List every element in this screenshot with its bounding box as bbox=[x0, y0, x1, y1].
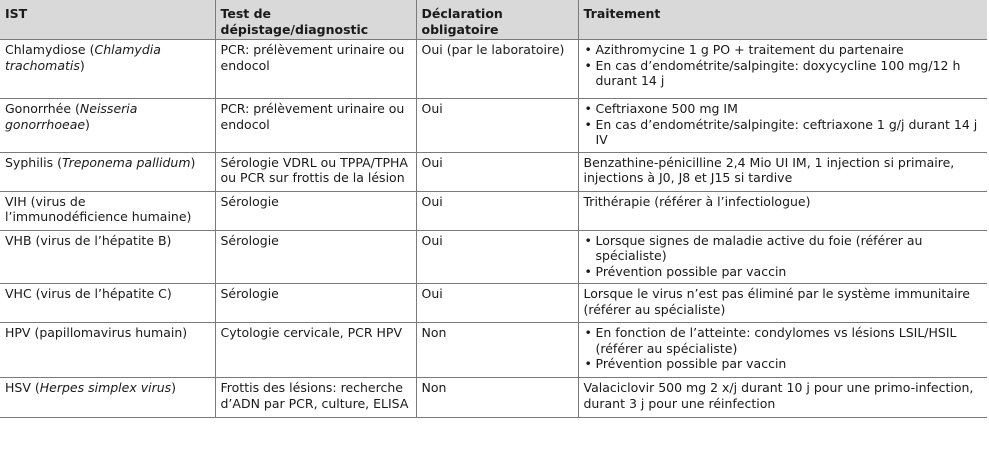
cell-treatment bbox=[578, 323, 987, 378]
cell-declaration: Non bbox=[416, 323, 578, 378]
cell-declaration: Oui bbox=[416, 191, 578, 230]
ist-latin-name: Treponema pallidum bbox=[61, 154, 191, 170]
cell-declaration: Oui bbox=[416, 152, 578, 191]
header-treatment: Traitement bbox=[578, 1, 987, 40]
cell-test: Frottis des lésions: recherche d’ADN par PCR, culture, ELISA bbox=[215, 378, 416, 418]
cell-test: PCR: prélèvement urinaire ou endocol bbox=[215, 40, 416, 99]
ist-suffix: ) bbox=[190, 154, 196, 170]
ist-name: Gonorrhée ( bbox=[5, 101, 80, 116]
cell-ist: VHB (virus de l’hépatite B) bbox=[0, 230, 215, 284]
cell-test: Sérologie bbox=[215, 230, 416, 284]
cell-test: Cytologie cervicale, PCR HPV bbox=[215, 323, 416, 378]
header-test: Test de dépistage/diagnostic bbox=[215, 1, 416, 40]
treatment-item: • Lorsque signes de maladie active du foie (référer au spécialiste) bbox=[584, 233, 983, 264]
cell-declaration: Non bbox=[416, 378, 578, 418]
cell-ist bbox=[0, 152, 215, 191]
ist-name: HSV ( bbox=[5, 380, 40, 395]
treatment-item: • Azithromycine 1 g PO + traitement du partenaire bbox=[584, 42, 983, 58]
treatment-item: • En fonction de l’atteinte: condylomes vs lésions LSIL/HSIL (référer au spécialiste) bbox=[584, 325, 983, 356]
cell-treatment: Trithérapie (référer à l’infectiologue) bbox=[578, 191, 987, 230]
table-row bbox=[0, 152, 987, 191]
cell-declaration: Oui bbox=[416, 284, 578, 323]
treatment-item: • En cas d’endométrite/salpingite: ceftriaxone 1 g/j durant 14 j IV bbox=[584, 117, 983, 148]
ist-suffix: ) bbox=[171, 380, 177, 395]
cell-declaration: Oui (par le laboratoire) bbox=[416, 40, 578, 99]
treatment-item: • Ceftriaxone 500 mg IM bbox=[584, 101, 983, 117]
cell-test: Sérologie bbox=[215, 191, 416, 230]
cell-test: Sérologie VDRL ou TPPA/TPHA ou PCR sur frottis de la lésion bbox=[215, 152, 416, 191]
ist-suffix: ) bbox=[85, 116, 90, 132]
cell-treatment: Valaciclovir 500 mg 2 x/j durant 10 j pour une primo-infection, durant 3 j pour une réinfection bbox=[578, 378, 987, 418]
cell-treatment: Benzathine-pénicilline 2,4 Mio UI IM, 1 injection si primaire, injections à J0, J8 et J15 si tardive bbox=[578, 152, 987, 191]
table-header-row bbox=[0, 1, 987, 40]
cell-ist bbox=[0, 40, 215, 99]
treatment-item: • Prévention possible par vaccin bbox=[584, 264, 983, 280]
ist-latin-name: Herpes simplex virus bbox=[39, 380, 172, 395]
ist-latin-name: Neisseria gonorrhoeae bbox=[5, 101, 138, 132]
ist-name: Chlamydiose ( bbox=[5, 42, 95, 57]
header-ist: IST bbox=[0, 1, 215, 40]
treatment-list bbox=[584, 325, 983, 372]
table-row bbox=[0, 323, 987, 378]
ist-name: Syphilis ( bbox=[5, 154, 62, 170]
cell-ist: VIH (virus de l’immunodéficience humaine) bbox=[0, 191, 215, 230]
table-row bbox=[0, 230, 987, 284]
treatment-list bbox=[584, 233, 983, 280]
cell-treatment bbox=[578, 230, 987, 284]
ist-latin-name: Chlamydia trachomatis bbox=[5, 42, 161, 73]
cell-test: PCR: prélèvement urinaire ou endocol bbox=[215, 99, 416, 153]
cell-test: Sérologie bbox=[215, 284, 416, 323]
cell-declaration: Oui bbox=[416, 99, 578, 153]
cell-treatment bbox=[578, 40, 987, 99]
treatment-item: • En cas d’endométrite/salpingite: doxycycline 100 mg/12 h durant 14 j bbox=[584, 58, 983, 89]
table-row bbox=[0, 99, 987, 153]
treatment-item: • Prévention possible par vaccin bbox=[584, 356, 983, 372]
treatment-list bbox=[584, 101, 983, 148]
header-declaration: Déclaration obligatoire bbox=[416, 1, 578, 40]
table-row bbox=[0, 284, 987, 323]
cell-ist: VHC (virus de l’hépatite C) bbox=[0, 284, 215, 323]
ist-suffix: ) bbox=[79, 57, 85, 73]
cell-treatment bbox=[578, 99, 987, 153]
cell-ist bbox=[0, 378, 215, 418]
table-row bbox=[0, 40, 987, 99]
table-row bbox=[0, 191, 987, 230]
cell-ist bbox=[0, 99, 215, 153]
cell-ist: HPV (papillomavirus humain) bbox=[0, 323, 215, 378]
cell-treatment: Lorsque le virus n’est pas éliminé par le système immunitaire (référer au spécialiste) bbox=[578, 284, 987, 323]
table-row bbox=[0, 378, 987, 418]
cell-declaration: Oui bbox=[416, 230, 578, 284]
treatment-list bbox=[584, 42, 983, 89]
